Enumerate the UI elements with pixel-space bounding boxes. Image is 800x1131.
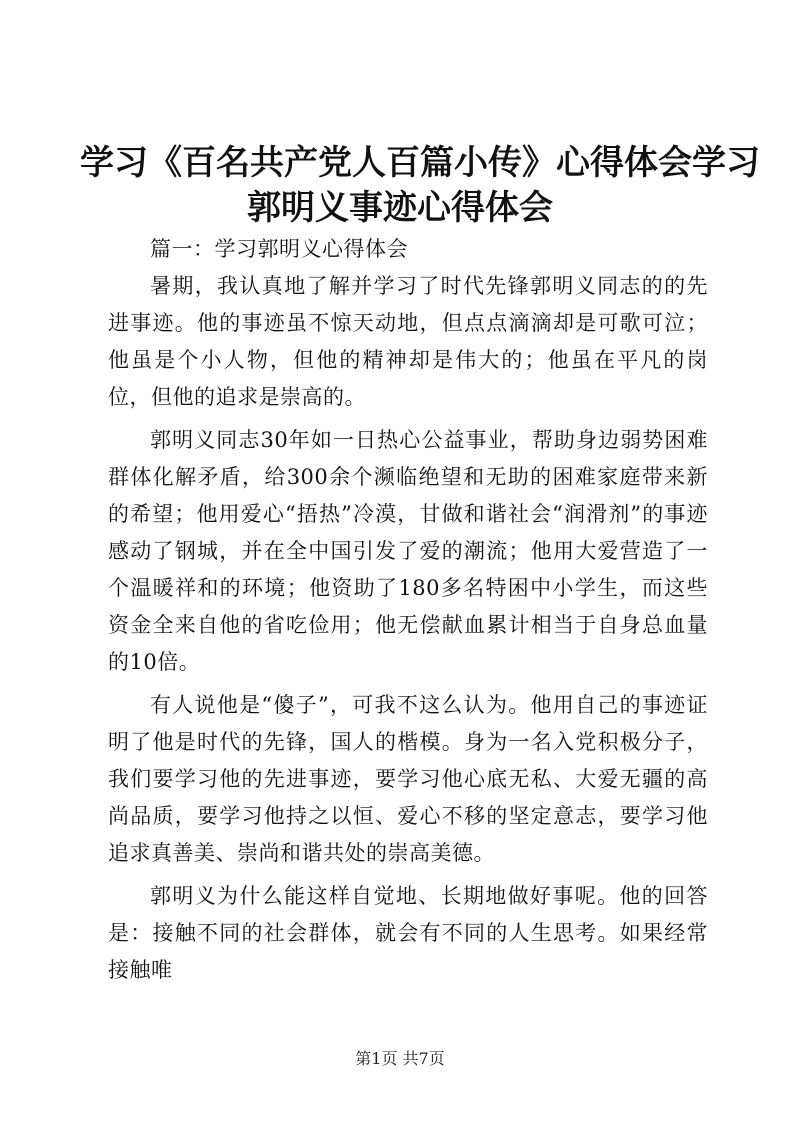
document-body (108, 231, 708, 989)
paragraph-4: 郭明义为什么能这样自觉地、长期地做好事呢。他的回答是：接触不同的社会群体，就会有不同的人生思考。如果经常接触唯 (108, 884, 708, 982)
paragraph-3: 有人说他是“傻子”，可我不这么认为。他用自己的事迹证明了他是时代的先锋，国人的楷模。身为一名入党积极分子，我们要学习他的先进事迹，要学习他心底无私、大爱无疆的高尚品质，要学习他持之以恒、爱心不移的坚定意志，要学习他追求真善美、崇尚和谐共处的崇高美德。 (108, 693, 708, 865)
paragraph-1: 暑期，我认真地了解并学习了时代先锋郭明义同志的的先进事迹。他的事迹虽不惊天动地，但点点滴滴却是可歌可泣；他虽是个小人物，但他的精神却是伟大的；他虽在平凡的岗位，但他的追求是崇高的。 (108, 274, 708, 409)
section-heading: 篇一：学习郭明义心得体会 (150, 237, 408, 261)
page-number-footer: 第1页 共7页 (355, 1049, 445, 1068)
document-title-line-2: 郭明义事迹心得体会 (247, 188, 553, 228)
document-title-line-1: 学习《百名共产党人百篇小传》心得体会学习 (80, 143, 760, 183)
paragraph-2: 郭明义同志30年如一日热心公益事业，帮助身边弱势困难群体化解矛盾，给300余个濒临绝望和无助的困难家庭带来新的希望；他用爱心“捂热”冷漠，甘做和谐社会“润滑剂”的事迹感动了钢城，并在全中国引发了爱的潮流；他用大爱营造了一个温暖祥和的环境；他资助了180多名特困中小学生，而这些资金全来自他的省吃俭用；他无偿献血累计相当于自身总血量的10倍。 (108, 428, 708, 674)
